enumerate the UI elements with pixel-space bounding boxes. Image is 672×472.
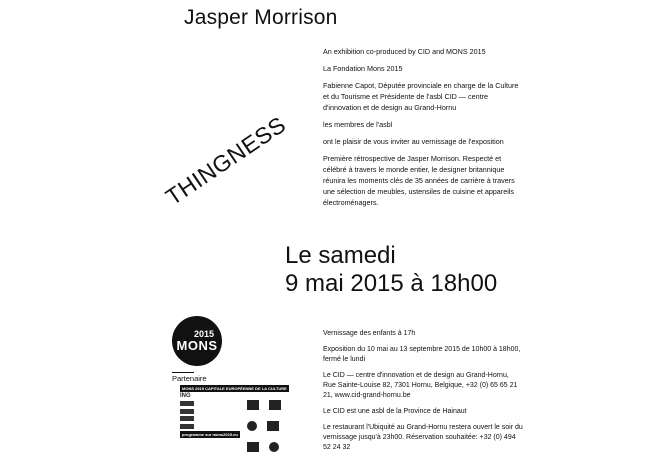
event-details bbox=[323, 329, 523, 459]
institution-logo bbox=[247, 400, 259, 410]
institution-logos bbox=[247, 400, 295, 463]
intro-paragraph: An exhibition co-produced by CID and MONS 2015 bbox=[323, 47, 486, 56]
details-paragraph: Exposition du 10 mai au 13 septembre 2015 de 10h00 à 18h00, fermé le lundi bbox=[323, 346, 521, 363]
institution-logo bbox=[247, 421, 257, 431]
logo-year: 2015 bbox=[193, 329, 214, 339]
intro-paragraph: La Fondation Mons 2015 bbox=[323, 64, 403, 73]
programme-logo bbox=[180, 431, 240, 438]
sponsor-logo bbox=[180, 401, 240, 406]
intro-paragraph: Première rétrospective de Jasper Morrison. Respecté et célébré à travers le monde entier, le designer britannique réunira les moments clés de 35 années de carrière à travers une sélection de meubles, ustensiles de cuisine et appareils électroménagers. bbox=[323, 154, 515, 207]
sponsor-logo bbox=[180, 408, 240, 413]
intro-paragraph: Fabienne Capot, Députée provinciale en charge de la Culture et du Tourisme et Présidente de l'asbl CID — centre d'innovation et de design au Grand-Hornu bbox=[323, 81, 519, 112]
date-day: Le samedi bbox=[285, 242, 396, 269]
divider bbox=[172, 372, 194, 373]
sponsor-logo bbox=[180, 416, 240, 421]
mons-2015-logo bbox=[172, 316, 222, 366]
programme-text: programme sur mons2015.eu bbox=[182, 431, 238, 437]
capitale-logo bbox=[180, 385, 287, 392]
intro-paragraph: les membres de l'asbl bbox=[323, 120, 393, 129]
institution-logo bbox=[269, 442, 279, 452]
page-title: Jasper Morrison bbox=[184, 6, 338, 29]
event-date bbox=[285, 242, 497, 298]
institution-logo bbox=[269, 400, 281, 410]
sponsor-logos bbox=[180, 385, 287, 440]
details-paragraph: Le CID — centre d'innovation et de design au Grand-Hornu, Rue Sainte-Louise 82, 7301 Hornu, Belgique, +32 (0) 65 65 21 21, www.cid-grand-hornu.be bbox=[323, 372, 518, 399]
details-paragraph: Le restaurant l'Ubiquité au Grand-Hornu restera ouvert le soir du vernissage jusqu'à 23h00. Réservation souhaitée: +32 (0) 494 52 24 32 bbox=[323, 424, 523, 451]
details-paragraph: Vernissage des enfants à 17h bbox=[323, 330, 416, 337]
logo-name: MONS bbox=[176, 338, 218, 353]
exhibition-name: THINGNESS bbox=[160, 111, 291, 211]
intro-paragraph: ont le plaisir de vous inviter au vernissage de l'exposition bbox=[323, 137, 504, 146]
details-paragraph: Le CID est une asbl de la Province de Hainaut bbox=[323, 408, 467, 415]
institution-logo bbox=[267, 421, 279, 431]
ing-logo: ING bbox=[180, 393, 191, 399]
sponsor-logo bbox=[180, 423, 240, 428]
partner-label: Partenaire bbox=[172, 374, 207, 383]
capitale-text: MONS 2015 CAPITALE EUROPÉENNE DE LA CULTURE bbox=[182, 386, 287, 391]
intro-text bbox=[323, 46, 523, 214]
date-time: 9 mai 2015 à 18h00 bbox=[285, 270, 498, 297]
institution-logo bbox=[247, 442, 259, 452]
